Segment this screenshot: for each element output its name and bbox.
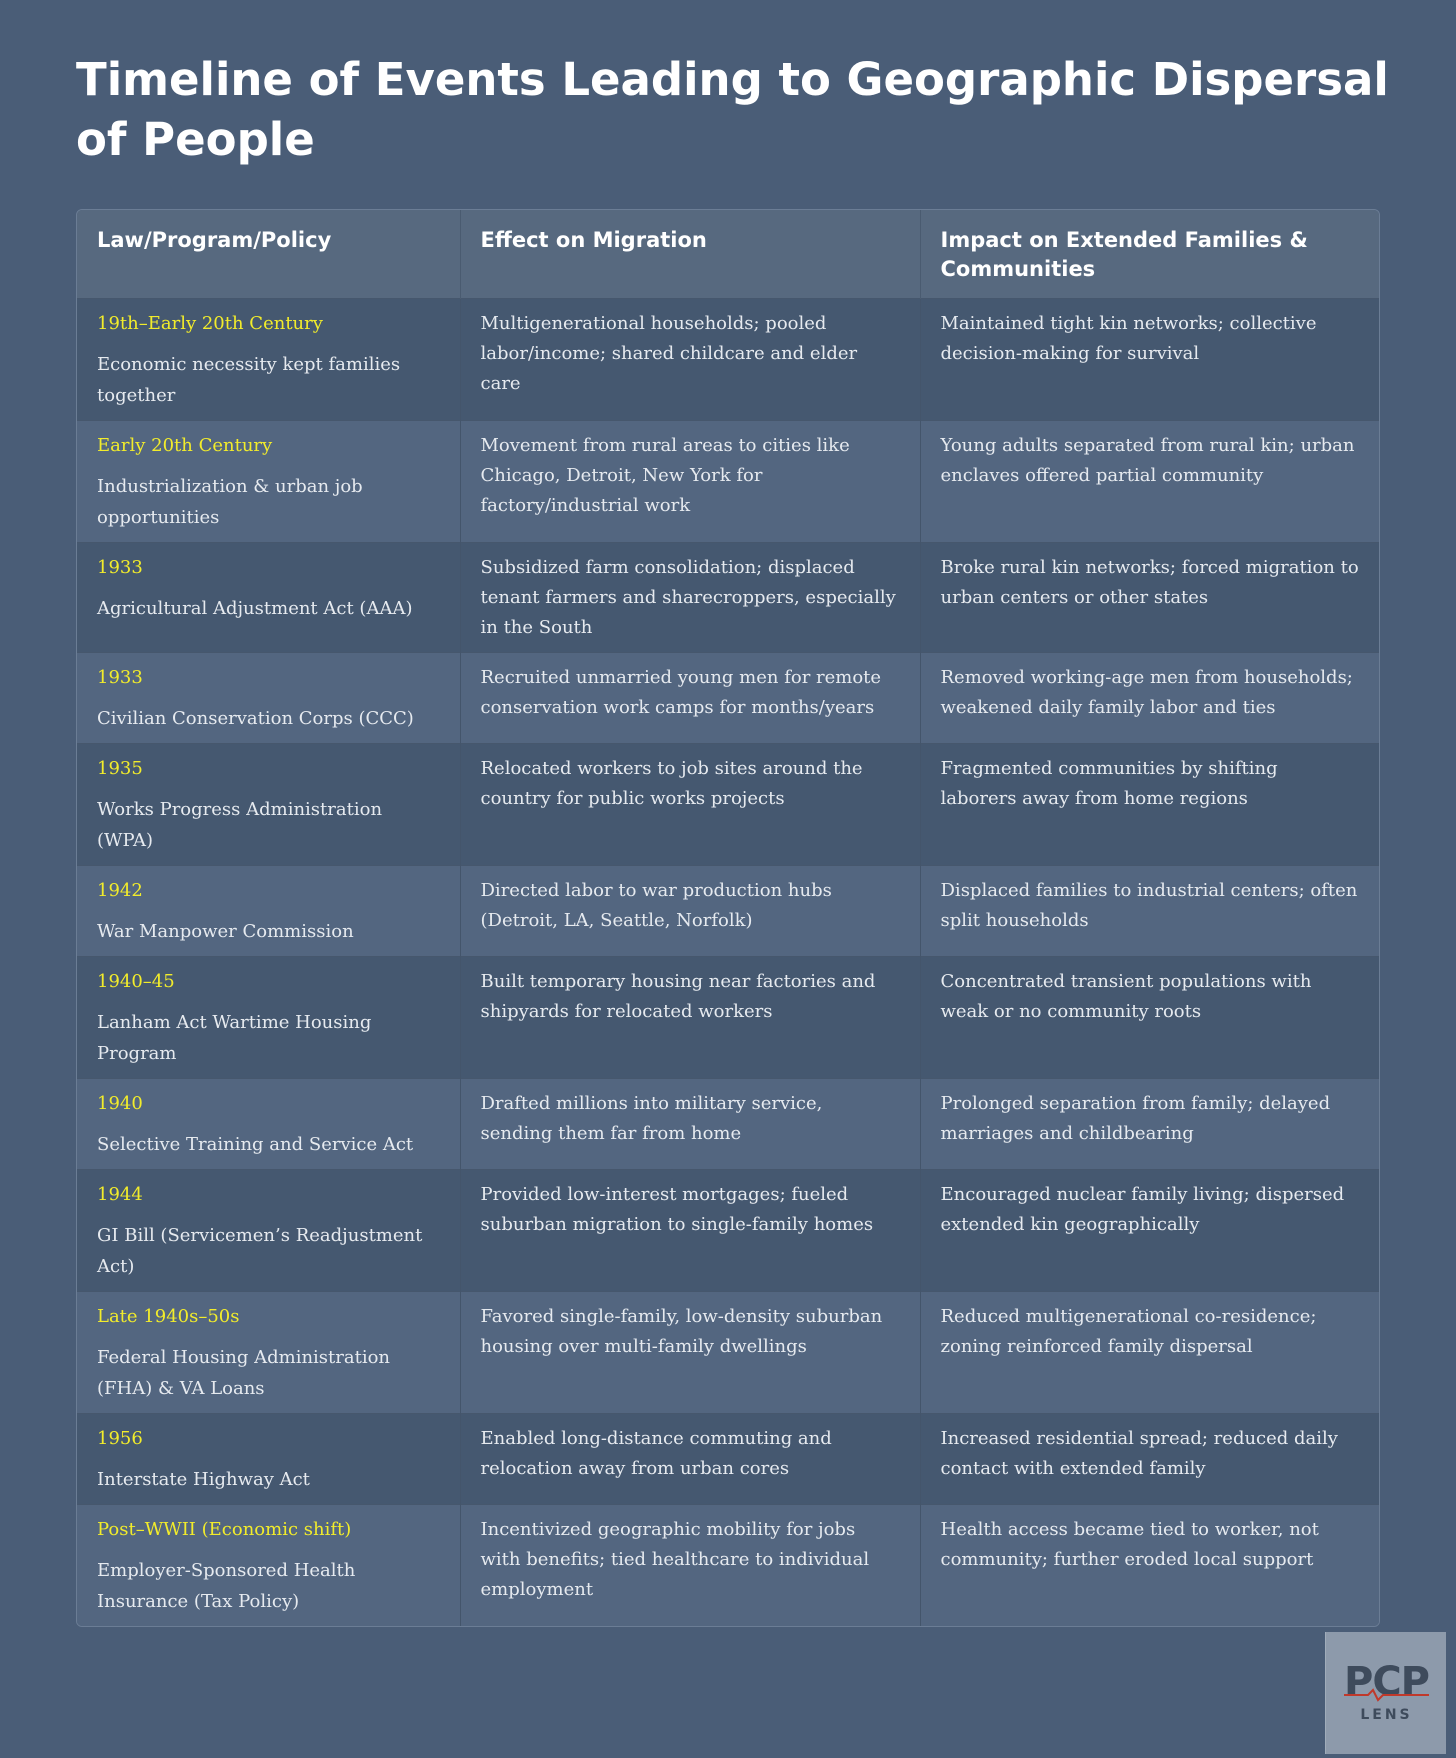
table-row xyxy=(77,1170,1379,1292)
impact-cell: Encouraged nuclear family living; dispersed extended kin geographically xyxy=(920,1170,1379,1292)
law-cell xyxy=(77,1505,460,1627)
law-cell xyxy=(77,299,460,421)
effect-cell: Movement from rural areas to cities like Chicago, Detroit, New York for factory/industrial work xyxy=(460,421,920,543)
table-row xyxy=(77,543,1379,653)
impact-cell: Increased residential spread; reduced daily contact with extended family xyxy=(920,1414,1379,1505)
impact-cell: Removed working-age men from households; weakened daily family labor and ties xyxy=(920,653,1379,744)
header-law-program-policy: Law/Program/Policy xyxy=(77,210,460,299)
law-cell xyxy=(77,866,460,957)
effect-cell: Multigenerational households; pooled labor/income; shared childcare and elder care xyxy=(460,299,920,421)
law-cell xyxy=(77,1292,460,1414)
table-row xyxy=(77,744,1379,866)
effect-cell: Provided low-interest mortgages; fueled suburban migration to single-family homes xyxy=(460,1170,920,1292)
table-row xyxy=(77,421,1379,543)
law-cell xyxy=(77,1414,460,1505)
law-name: Industrialization & urban job opportunities xyxy=(97,476,363,528)
page-title: Timeline of Events Leading to Geographic Dispersal of People xyxy=(76,53,1389,166)
impact-cell: Young adults separated from rural kin; urban enclaves offered partial community xyxy=(920,421,1379,543)
period-label: 19th–Early 20th Century xyxy=(97,313,323,334)
law-name: Lanham Act Wartime Housing Program xyxy=(97,1012,372,1064)
period-label: Post–WWII (Economic shift) xyxy=(97,1519,352,1540)
law-name: GI Bill (Servicemen’s Readjustment Act) xyxy=(97,1225,423,1277)
period-label: 1933 xyxy=(97,667,143,688)
header-impact-on-families: Impact on Extended Families & Communities xyxy=(920,210,1379,299)
period-label: Late 1940s–50s xyxy=(97,1306,240,1327)
table-row xyxy=(77,653,1379,744)
law-cell xyxy=(77,543,460,653)
period-label: Early 20th Century xyxy=(97,435,273,456)
effect-cell: Relocated workers to job sites around the country for public works projects xyxy=(460,744,920,866)
law-name: Selective Training and Service Act xyxy=(97,1134,414,1155)
impact-cell: Broke rural kin networks; forced migration to urban centers or other states xyxy=(920,543,1379,653)
logo-wordmark: PCP xyxy=(1344,1659,1429,1705)
impact-cell: Reduced multigenerational co-residence; zoning reinforced family dispersal xyxy=(920,1292,1379,1414)
impact-cell: Fragmented communities by shifting laborers away from home regions xyxy=(920,744,1379,866)
logo-subtitle: LENS xyxy=(1360,1707,1413,1723)
impact-cell: Health access became tied to worker, not community; further eroded local support xyxy=(920,1505,1379,1627)
table-row xyxy=(77,1414,1379,1505)
law-cell xyxy=(77,744,460,866)
header-effect-on-migration: Effect on Migration xyxy=(460,210,920,299)
period-label: 1956 xyxy=(97,1428,143,1449)
law-cell xyxy=(77,653,460,744)
impact-cell: Displaced families to industrial centers; often split households xyxy=(920,866,1379,957)
law-name: Agricultural Adjustment Act (AAA) xyxy=(97,598,413,619)
table-header-row xyxy=(77,210,1379,299)
table-row xyxy=(77,866,1379,957)
table-row xyxy=(77,1079,1379,1170)
effect-cell: Subsidized farm consolidation; displaced tenant farmers and sharecroppers, especially in the South xyxy=(460,543,920,653)
law-cell xyxy=(77,957,460,1079)
table-row xyxy=(77,1292,1379,1414)
law-name: Interstate Highway Act xyxy=(97,1469,310,1490)
effect-cell: Drafted millions into military service, sending them far from home xyxy=(460,1079,920,1170)
law-name: Economic necessity kept families together xyxy=(97,354,401,406)
effect-cell: Built temporary housing near factories and shipyards for relocated workers xyxy=(460,957,920,1079)
period-label: 1942 xyxy=(97,880,143,901)
period-label: 1940–45 xyxy=(97,971,175,992)
period-label: 1940 xyxy=(97,1093,143,1114)
effect-cell: Favored single-family, low-density suburban housing over multi-family dwellings xyxy=(460,1292,920,1414)
impact-cell: Concentrated transient populations with weak or no community roots xyxy=(920,957,1379,1079)
impact-cell: Prolonged separation from family; delayed marriages and childbearing xyxy=(920,1079,1379,1170)
timeline-table xyxy=(76,209,1380,1627)
table-row xyxy=(77,299,1379,421)
law-name: War Manpower Commission xyxy=(97,921,354,942)
law-name: Federal Housing Administration (FHA) & VA Loans xyxy=(97,1347,391,1399)
period-label: 1944 xyxy=(97,1184,143,1205)
law-cell xyxy=(77,1170,460,1292)
table-row xyxy=(77,1505,1379,1627)
period-label: 1933 xyxy=(97,557,143,578)
law-cell xyxy=(77,1079,460,1170)
effect-cell: Recruited unmarried young men for remote conservation work camps for months/years xyxy=(460,653,920,744)
effect-cell: Incentivized geographic mobility for jobs with benefits; tied healthcare to individual employment xyxy=(460,1505,920,1627)
law-name: Works Progress Administration (WPA) xyxy=(97,799,383,851)
impact-cell: Maintained tight kin networks; collective decision-making for survival xyxy=(920,299,1379,421)
law-name: Civilian Conservation Corps (CCC) xyxy=(97,708,414,729)
period-label: 1935 xyxy=(97,758,143,779)
heartbeat-pulse-icon xyxy=(1344,1688,1429,1702)
pcp-lens-logo xyxy=(1325,1632,1446,1754)
law-cell xyxy=(77,421,460,543)
table-row xyxy=(77,957,1379,1079)
effect-cell: Enabled long-distance commuting and relocation away from urban cores xyxy=(460,1414,920,1505)
law-name: Employer-Sponsored Health Insurance (Tax Policy) xyxy=(97,1560,356,1612)
effect-cell: Directed labor to war production hubs (Detroit, LA, Seattle, Norfolk) xyxy=(460,866,920,957)
